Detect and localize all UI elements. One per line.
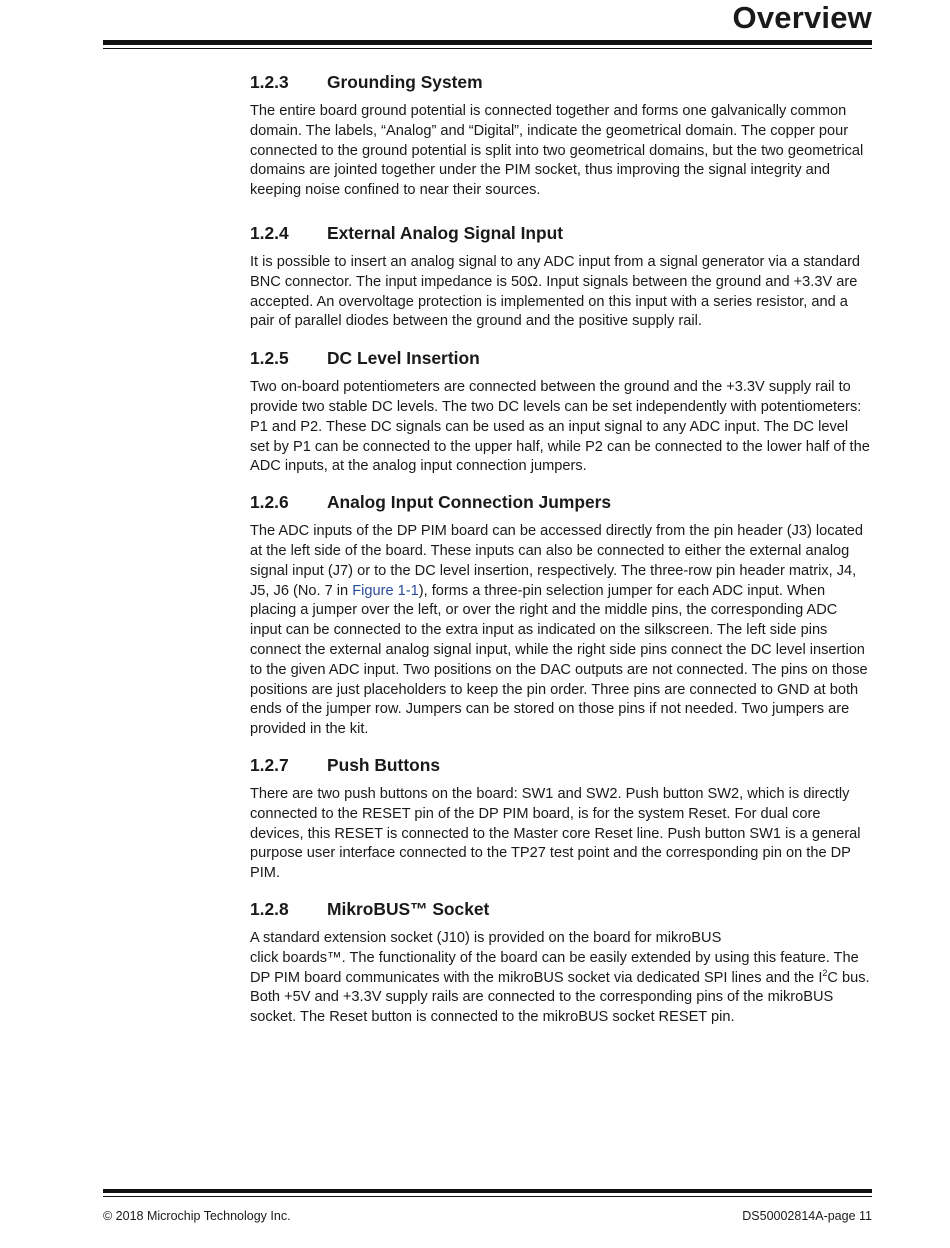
section-push-buttons	[250, 752, 870, 884]
superscript-2: 2	[822, 967, 828, 978]
section-title: MikroBUS™ Socket	[327, 898, 490, 919]
section-title: Analog Input Connection Jumpers	[327, 492, 612, 513]
section-heading	[250, 345, 870, 371]
section-body	[250, 929, 870, 1028]
body-text-before-link: The ADC inputs of the DP PIM board can be accessed directly from the pin header (J3) located at the left side of the board. These inputs can also be connected to either the external analog signal input (J7) or to the DC level insertion, respectively. The three-row pin header matrix, J4, J5, J6 (No. 7 in	[250, 523, 863, 599]
footer-copyright: © 2018 Microchip Technology Inc.	[103, 1209, 291, 1223]
section-title: DC Level Insertion	[327, 348, 480, 369]
section-analog-input-connection-jumpers	[250, 489, 870, 740]
section-heading	[250, 896, 870, 922]
body-text-part2: click boards™. The functionality of the board can be easily extended by using this feature. The DP PIM board communicates with the mikroBUS socket via dedicated SPI lines and the I	[250, 949, 859, 986]
section-number: 1.2.5	[250, 348, 289, 369]
section-body: Two on-board potentiometers are connected between the ground and the +3.3V supply rail to provide two stable DC levels. The two DC levels can be set independently with potentiometers: P1 and P2. These DC signals can be used as an input signal to any ADC input. The DC level set by P1 can be connected to the upper half, while P2 can be connected to the lower half of the ADC inputs, at the analog input connection jumpers.	[250, 379, 870, 475]
page-content	[250, 68, 870, 1028]
section-external-analog-signal-input	[250, 220, 870, 332]
body-text-part3: C bus. Both +5V and +3.3V supply rails are connected to the corresponding pins of the mikroBUS socket. The Reset button is connected to the mikroBUS socket RESET pin.	[250, 969, 870, 1026]
section-body: The entire board ground potential is connected together and forms one galvanically common domain. The labels, “Analog” and “Digital”, indicate the geometrical domain. The copper pour connected to the ground potential is split into two geometrical domains, but the two geometrical domains are jointed together under the PIM socket, thus improving the signal integrity and keeping noise confined to near their sources.	[250, 103, 864, 199]
section-heading	[250, 752, 870, 778]
section-grounding-system	[250, 69, 870, 201]
section-body: It is possible to insert an analog signal to any ADC input from a signal generator via a standard BNC connector. The input impedance is 50Ω. Input signals between the ground and +3.3V are accepted. An overvoltage protection is implemented on this input with a series resistor, and a pair of parallel diodes between the ground and the positive supply rail.	[250, 253, 861, 330]
section-title: Push Buttons	[327, 754, 441, 775]
section-heading	[250, 489, 870, 515]
header-rule	[103, 40, 872, 49]
section-mikrobus-socket	[250, 896, 870, 1028]
section-title: Grounding System	[327, 72, 483, 92]
section-number: 1.2.7	[250, 754, 289, 775]
footer-doc-id: DS50002814A-page 11	[742, 1209, 872, 1223]
section-heading	[250, 69, 870, 95]
page-header-title: Overview	[732, 0, 872, 35]
footer-rule	[103, 1189, 872, 1197]
section-dc-level-insertion	[250, 345, 870, 477]
section-number: 1.2.6	[250, 492, 289, 513]
section-heading	[250, 220, 870, 246]
section-title: External Analog Signal Input	[327, 222, 564, 243]
section-number: 1.2.3	[250, 72, 289, 92]
body-text-after-link: ), forms a three-pin selection jumper for each ADC input. When placing a jumper over the left, or over the right and the middle pins, the corresponding ADC input can be connected to the extra input as indicated on the silkscreen. The left side pins connect the external analog signal input, while the right side pins connect the DC level insertion to the given ADC input. Two positions on the DAC outputs are not connected. The pins on those positions are just placeholders to keep the pin order. Three pins are connected to GND at both ends of the jumper row. Jumpers can be stored on those pins if not needed. Two jumpers are provided in the kit.	[250, 582, 868, 738]
section-body: There are two push buttons on the board: SW1 and SW2. Push button SW2, which is directly connected to the RESET pin of the DP PIM board, is for the system Reset. For dual core devices, this RESET is connected to the Master core Reset line. Push button SW1 is a general purpose user interface connected to the TP27 test point and the corresponding pin on the DP PIM.	[250, 785, 861, 882]
section-number: 1.2.8	[250, 898, 289, 919]
section-body	[250, 522, 870, 740]
figure-1-1-link[interactable]: Figure 1-1	[352, 582, 419, 599]
body-text-line1: A standard extension socket (J10) is provided on the board for mikroBUS	[250, 929, 722, 946]
section-number: 1.2.4	[250, 222, 289, 243]
